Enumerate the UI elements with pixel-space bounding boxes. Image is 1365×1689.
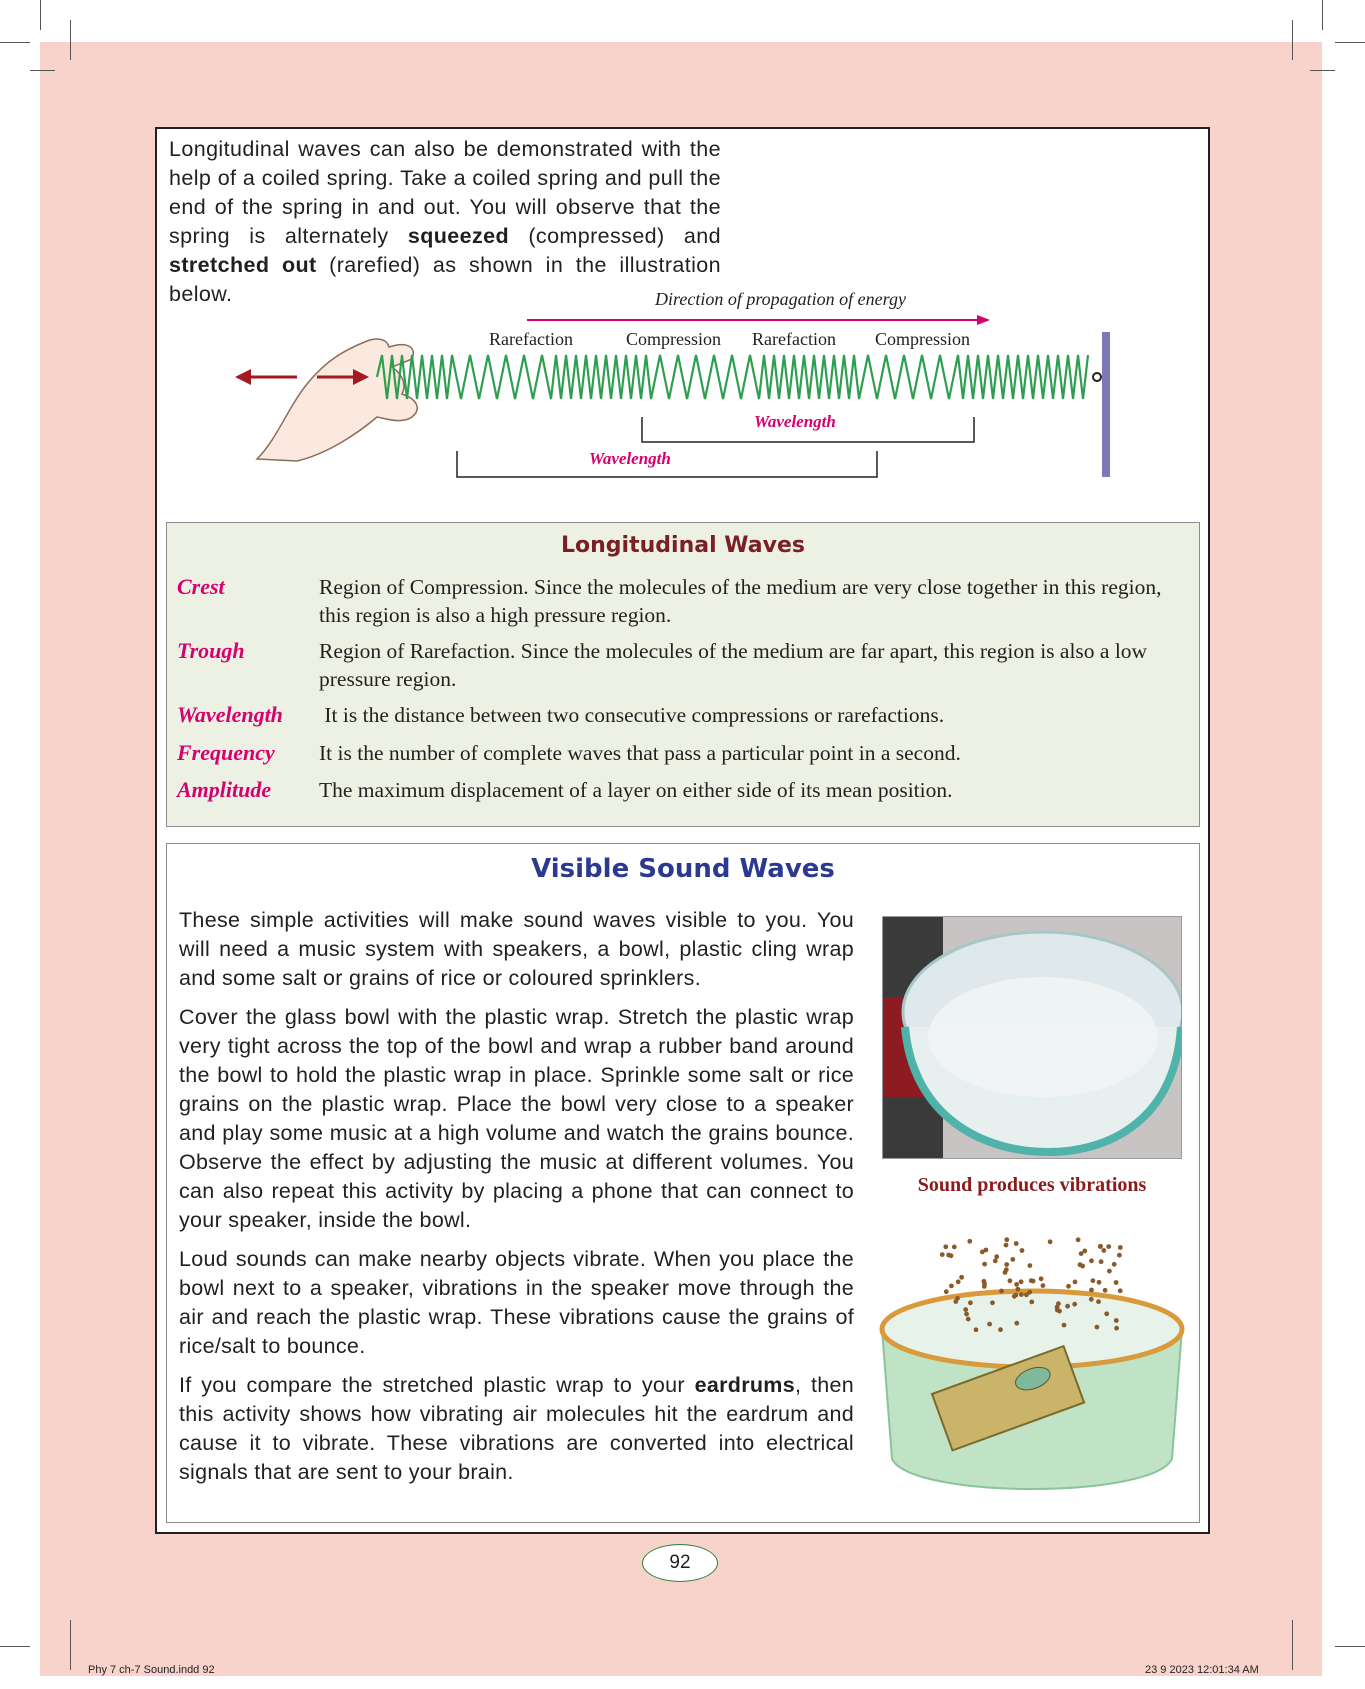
grain (999, 1289, 1004, 1294)
grain (956, 1279, 961, 1284)
grain (1048, 1239, 1053, 1244)
crop-mark (1335, 1646, 1365, 1647)
grain (1101, 1248, 1106, 1253)
term-amplitude: Amplitude (177, 777, 272, 802)
left-arrow-icon (235, 369, 251, 385)
slug-file-info: Phy 7 ch-7 Sound.indd 92 (88, 1664, 215, 1676)
page-number: 92 (642, 1544, 718, 1582)
grain (1089, 1297, 1094, 1302)
grain (982, 1281, 987, 1286)
grain (982, 1262, 987, 1267)
grain (1078, 1262, 1083, 1267)
label-rarefaction-1: Rarefaction (489, 329, 573, 349)
grain (1004, 1262, 1009, 1267)
grain (1004, 1243, 1009, 1248)
grain (1066, 1284, 1071, 1289)
grain (1089, 1288, 1094, 1293)
grain (987, 1322, 992, 1327)
wall-post (1102, 332, 1110, 477)
grain (974, 1327, 979, 1332)
grain (1099, 1259, 1104, 1264)
paragraph-explanation: Loud sounds can make nearby objects vibrate. When you place the bowl next to a speaker, vibrations in the speaker move through the air and reach the plastic wrap. These vibrations cause the grains of rice/salt to bounce. (179, 1247, 854, 1358)
definition-crest: Region of Compression. Since the molecules of the medium are very close together in this region, this region is also a high pressure region. (319, 575, 1162, 627)
grain (1095, 1325, 1100, 1330)
crop-mark (1335, 42, 1365, 43)
grain (1118, 1245, 1123, 1250)
longitudinal-waves-box (166, 522, 1200, 827)
grain (1024, 1292, 1029, 1297)
crop-mark (1292, 20, 1293, 60)
crop-mark (70, 1620, 71, 1670)
grain (959, 1275, 964, 1280)
definition-amplitude: The maximum displacement of a layer on either side of its mean position. (319, 778, 953, 802)
coiled-spring-diagram (217, 289, 1157, 509)
crop-mark (70, 20, 71, 60)
grain (1039, 1276, 1044, 1281)
grain (952, 1245, 957, 1250)
grain (1106, 1244, 1111, 1249)
grain (1029, 1278, 1034, 1283)
grain (993, 1259, 998, 1264)
grain (1014, 1282, 1019, 1287)
grain (1118, 1288, 1123, 1293)
grain (940, 1252, 945, 1257)
grain (1055, 1305, 1060, 1310)
spring-coil (377, 355, 1088, 399)
grain (1014, 1321, 1019, 1326)
grain (944, 1289, 949, 1294)
grain (1073, 1280, 1078, 1285)
grain (1117, 1253, 1122, 1258)
slug-timestamp: 23 9 2023 12:01:34 AM (1145, 1664, 1259, 1676)
crop-mark (0, 1646, 30, 1647)
activity-text (179, 906, 854, 1497)
grain (1114, 1280, 1119, 1285)
grain (963, 1307, 968, 1312)
grain (1041, 1283, 1046, 1288)
grain (1114, 1326, 1119, 1331)
grain (1104, 1311, 1109, 1316)
grain (980, 1250, 985, 1255)
visible-sound-waves-title: Visible Sound Waves (531, 854, 835, 884)
grain (1016, 1287, 1021, 1292)
grain (1019, 1292, 1024, 1297)
grain (1107, 1269, 1112, 1274)
crop-mark (40, 0, 41, 30)
grain (946, 1253, 951, 1258)
grain (1029, 1300, 1034, 1305)
label-compression-2: Compression (875, 329, 971, 349)
spring-illustration (217, 289, 1157, 509)
crop-mark (1292, 1620, 1293, 1670)
grain (1028, 1263, 1033, 1268)
term-wavelength: Wavelength (177, 702, 283, 727)
crop-mark (1310, 70, 1335, 71)
grain (1020, 1248, 1025, 1253)
bold-squeezed: squeezed (407, 224, 510, 248)
grain (1097, 1280, 1102, 1285)
grain (994, 1254, 999, 1259)
grain (1019, 1279, 1024, 1284)
visible-sound-waves-box (166, 843, 1200, 1523)
definition-frequency: It is the number of complete waves that pass a particular point in a second. (319, 741, 961, 765)
bouncing-grains-illustration (872, 1229, 1192, 1509)
label-compression-1: Compression (626, 329, 722, 349)
grain (998, 1327, 1003, 1332)
grain (949, 1284, 954, 1289)
grain (1098, 1244, 1103, 1249)
grain (955, 1296, 960, 1301)
definition-trough: Region of Rarefaction. Since the molecules of the medium are far apart, this region is also a low pressure region. (319, 639, 1148, 691)
glass-bowl-image (883, 917, 1182, 1159)
grain (968, 1300, 973, 1305)
definition-wavelength: It is the distance between two consecutive compressions or rarefactions. (319, 703, 945, 727)
content-frame (155, 127, 1210, 1534)
grain (990, 1300, 995, 1305)
longitudinal-waves-title: Longitudinal Waves (561, 533, 805, 558)
grain (1004, 1267, 1009, 1272)
term-crest: Crest (177, 574, 225, 599)
photo-caption: Sound produces vibrations (917, 1174, 1147, 1196)
bowl-photo (882, 916, 1182, 1159)
grain (966, 1317, 971, 1322)
intro-paragraph: Longitudinal waves can also be demonstrated with the help of a coiled spring. Take a coiled spring and pull the end of the spring in and out. You will observe that the spring is alternately squeezed (compressed) and stretched out (rarefied) as shown in the illustration below. (169, 137, 722, 306)
label-rarefaction-2: Rarefaction (752, 329, 836, 349)
grain (967, 1239, 972, 1244)
grain (1008, 1278, 1013, 1283)
grain (1072, 1302, 1077, 1307)
grain (1114, 1318, 1119, 1323)
grain (1089, 1258, 1094, 1263)
grain (943, 1244, 948, 1249)
bowl-speaker-image (872, 1229, 1192, 1509)
crop-mark (0, 42, 30, 43)
grain (1082, 1249, 1087, 1254)
wavelength-label-top: Wavelength (754, 412, 836, 431)
term-frequency: Frequency (177, 740, 275, 765)
grain (1014, 1241, 1019, 1246)
paragraph-materials: These simple activities will make sound waves visible to you. You will need a music system with speakers, a bowl, plastic cling wrap and some salt or grains of rice or coloured sprinklers. (179, 908, 854, 990)
grain (964, 1312, 969, 1317)
direction-label: Direction of propagation of energy (655, 289, 906, 309)
grain (1096, 1299, 1101, 1304)
paragraph-procedure: Cover the glass bowl with the plastic wrap. Stretch the plastic wrap very tight across the top of the bowl and wrap a rubber band around the bowl to hold the plastic wrap in place. Sprinkle some salt or rice grains on the plastic wrap. Place the bowl very close to a speaker and play some music at a high volume and watch the grains bounce. Observe the effect by adjusting the music at different volumes. You can also repeat this activity by placing a phone that can connect to your speaker, inside the bowl. (179, 1005, 854, 1232)
paragraph-eardrum: If you compare the stretched plastic wrap to your eardrums, then this activity shows how vibrating air molecules hit the eardrum and cause it to vibrate. These vibrations are converted into electrical signals that are sent to your brain. (179, 1373, 854, 1484)
crop-mark (1322, 0, 1323, 30)
term-trough: Trough (177, 638, 245, 663)
grain (1012, 1294, 1017, 1299)
wavelength-label-bottom: Wavelength (589, 449, 671, 468)
grain (1091, 1278, 1096, 1283)
bold-eardrums: eardrums (694, 1373, 795, 1397)
grain (1112, 1262, 1117, 1267)
hook-icon (1093, 373, 1101, 381)
grain (1010, 1257, 1015, 1262)
grain (1004, 1237, 1009, 1242)
grain (1103, 1288, 1108, 1293)
crop-mark (30, 70, 55, 71)
grain (1062, 1323, 1067, 1328)
grain (1065, 1304, 1070, 1309)
grain (1076, 1237, 1081, 1242)
bold-stretched-out: stretched out (169, 253, 317, 277)
